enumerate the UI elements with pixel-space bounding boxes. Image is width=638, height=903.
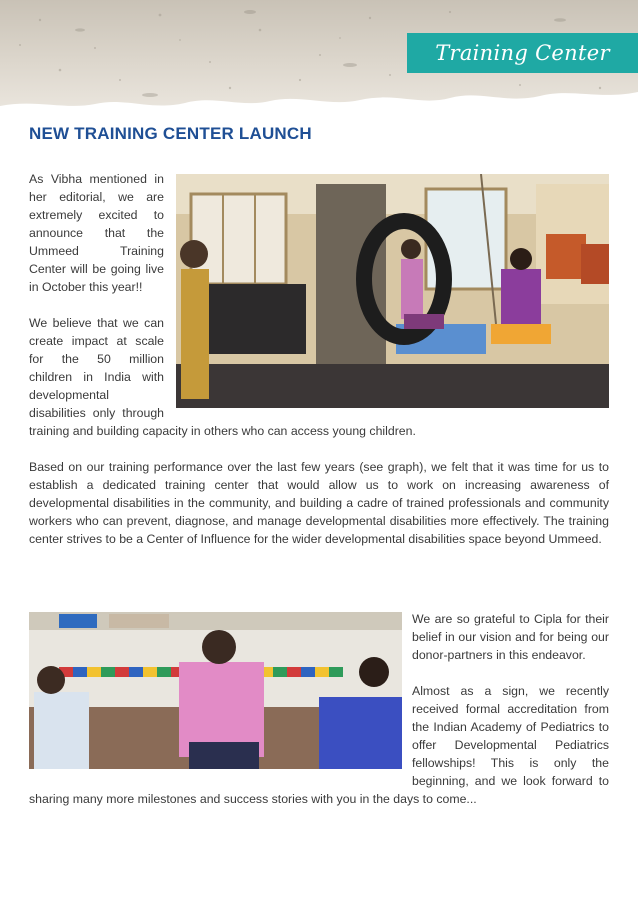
meeting-photo <box>29 612 402 769</box>
article-body <box>29 170 609 566</box>
therapy-room-photo <box>176 174 609 408</box>
paragraph-3: Based on our training performance over the last few years (see graph), we felt that it was time for us to establish a dedicated training center that would allow us to work on increasing awareness of developmental disabilities in the community, and building a cadre of trained professionals and community workers who can prevent, diagnose, and manage developmental disabilities more effectively. The training center strives to be a Center of Influence for the wider developmental disabilities space beyond Ummeed. <box>29 460 609 546</box>
article-title: NEW TRAINING CENTER LAUNCH <box>29 124 312 143</box>
paragraph-2: We believe that we can create impact at scale for the 50 million children in India with developmental disabilities only through training and building capacity in others who can access young children. <box>29 316 416 438</box>
paragraph-1: As Vibha mentioned in her editorial, we are extremely excited to announce that the Ummeed Training Center will be going live in October this year!! <box>29 172 164 294</box>
paragraph-4: We are so grateful to Cipla for their belief in our vision and for being our donor-partners in this endeavor. <box>412 612 609 662</box>
article-body-continued <box>29 610 609 826</box>
header-banner <box>0 0 638 120</box>
paragraph-5: Almost as a sign, we recently received formal accreditation from the Indian Academy of Pediatrics to offer Developmental Pediatrics fellowships! This is only the beginning, and we look forward to sharing many more milestones and success stories with you in the days to come... <box>29 684 609 806</box>
section-tag: Training Center <box>407 33 638 73</box>
